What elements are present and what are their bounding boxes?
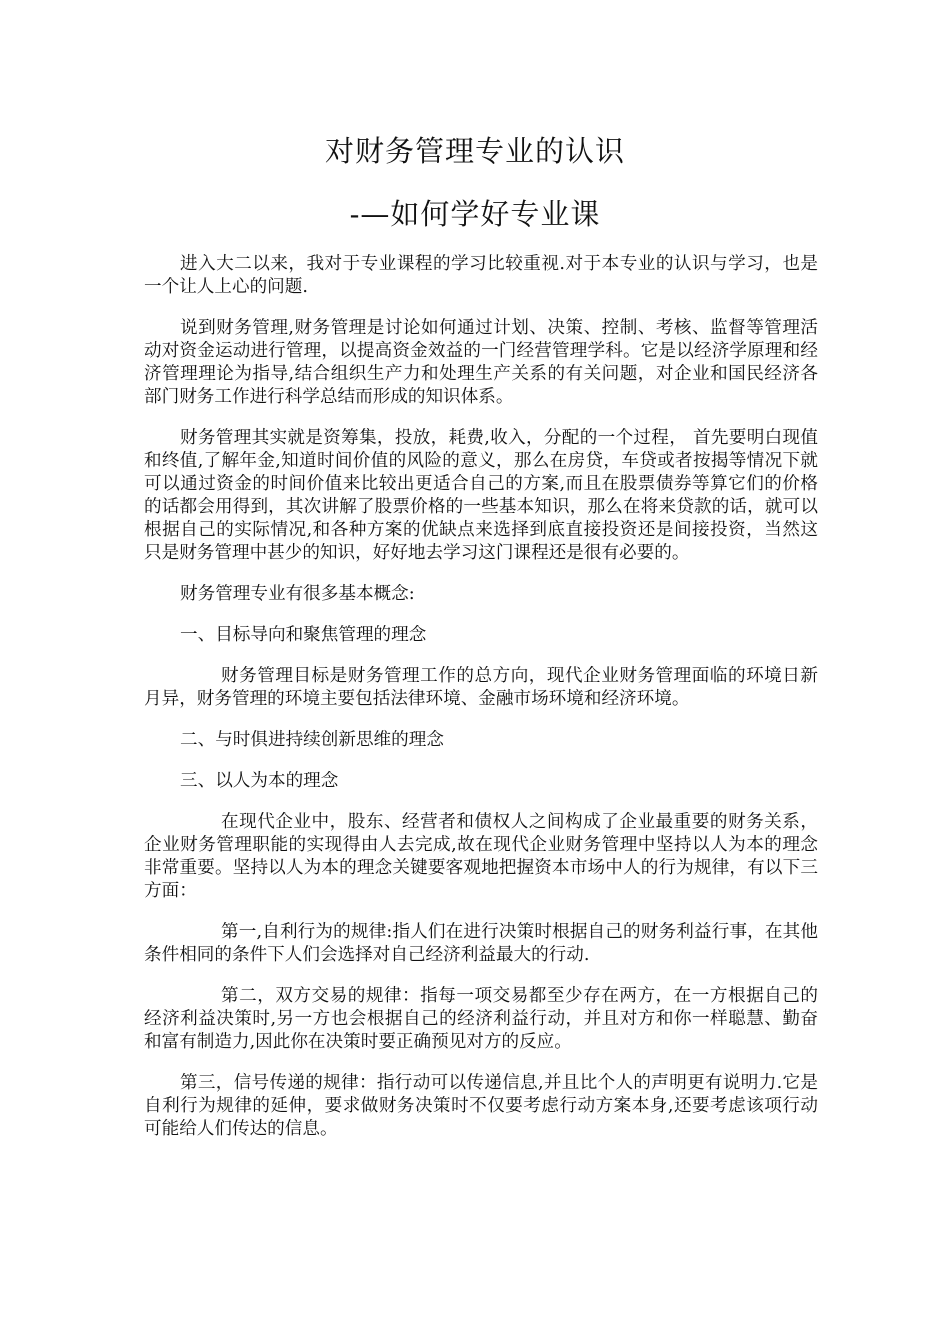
paragraph-rule-2: 第二，双方交易的规律：指每一项交易都至少存在两方，在一方根据自己的经济利益决策时,另一方也会根据自己的经济利益行动，并且对方和你一样聪慧、勤奋和富有制造力,因此你在决策时要正确预见对方的反应。 [144,986,818,1052]
paragraph-concepts-intro: 财务管理专业有很多基本概念: [180,584,415,604]
paragraph-rule-1: 第一,自利行为的规律:指人们在进行决策时根据自己的财务利益行事，在其他条件相同的条件下人们会选择对自己经济利益最大的行动. [144,922,818,965]
section-heading-1: 一、目标导向和聚焦管理的理念 [180,625,427,645]
paragraph-rule-3: 第三，信号传递的规律：指行动可以传递信息,并且比个人的声明更有说明力.它是自利行为规律的延伸，要求做财务决策时不仅要考虑行动方案本身,还要考虑该项行动可能给人们传达的信息。 [144,1073,818,1139]
document-subtitle: -—如何学好专业课 [349,197,601,231]
section-heading-3: 三、以人为本的理念 [180,771,339,791]
document-title: 对财务管理专业的认识 [324,134,625,168]
paragraph-section-1: 财务管理目标是财务管理工作的总方向，现代企业财务管理面临的环境日新月异，财务管理的环境主要包括法律环境、金融市场环境和经济环境。 [144,666,818,709]
paragraph-definition: 说到财务管理,财务管理是讨论如何通过计划、决策、控制、考核、监督等管理活动对资金运动进行管理，以提高资金效益的一门经营管理学科。它是以经济学原理和经济管理理论为指导,结合组织生产力和处理生产关系的有关问题，对企业和国民经济各部门财务工作进行科学总结而形成的知识体系。 [144,318,818,407]
paragraph-intro: 进入大二以来，我对于专业课程的学习比较重视.对于本专业的认识与学习，也是一个让人上心的问题. [144,254,818,297]
paragraph-section-3: 在现代企业中，股东、经营者和债权人之间构成了企业最重要的财务关系，企业财务管理职能的实现得由人去完成,故在现代企业财务管理中坚持以人为本的理念非常重要。坚持以人为本的理念关键要客观地把握资本市场中人的行为规律，有以下三方面： [144,812,818,901]
document-body [144,253,818,1159]
paragraph-process: 财务管理其实就是资筹集，投放，耗费,收入，分配的一个过程， 首先要明白现值和终值,了解年金,知道时间价值的风险的意义，那么在房贷，车贷或者按揭等情况下就可以通过资金的时间价值来比较出更适合自己的方案,而且在股票债券等算它们的价格的话都会用得到，其次讲解了股票价格的一些基本知识，那么在将来贷款的话，就可以根据自己的实际情况,和各种方案的优缺点来选择到底直接投资还是间接投资，当然这只是财务管理中甚少的知识，好好地去学习这门课程还是很有必要的。 [144,428,818,563]
section-heading-2: 二、与时俱进持续创新思维的理念 [180,730,444,750]
